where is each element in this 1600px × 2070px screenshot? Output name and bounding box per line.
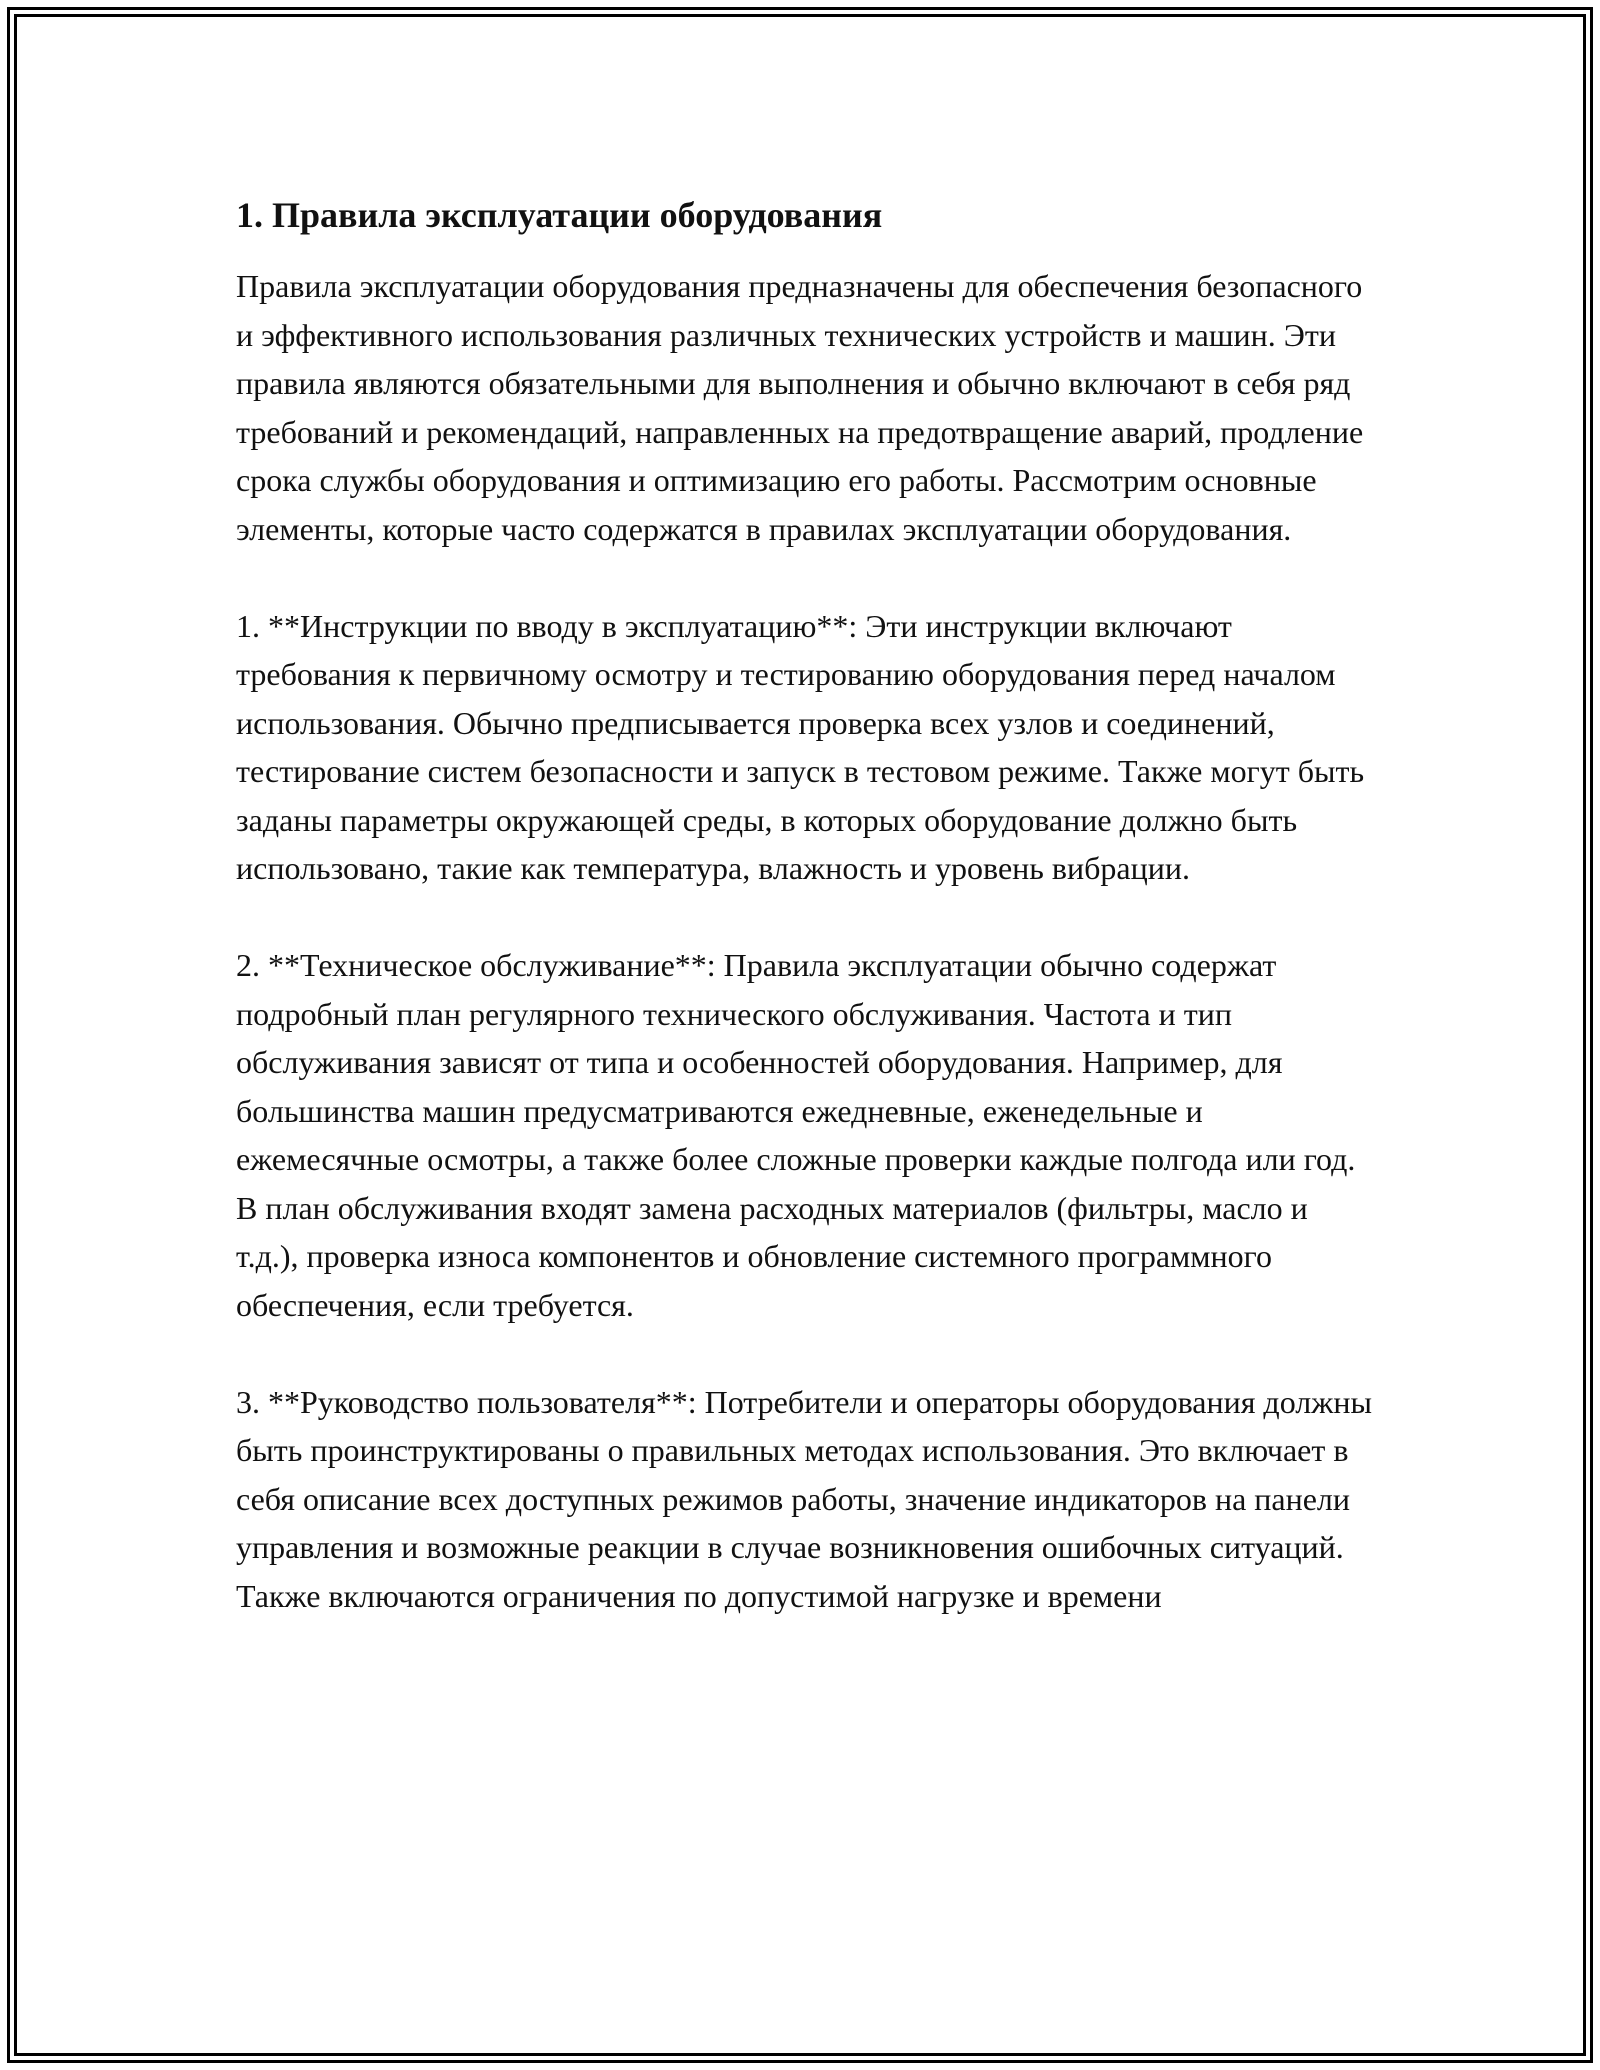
- list-item-maintenance: 2. **Техническое обслуживание**: Правила эксплуатации обычно содержат подробный план регулярного технического обслуживания. Частота и тип обслуживания зависят от типа и особенностей оборудования. Например, для большинства машин предусматриваются ежедневные, еженедельные и ежемесячные осмотры, а также более сложные проверки каждые полгода или год. В план обслуживания входят замена расходных материалов (фильтры, масло и т.д.), проверка износа компонентов и обновление системного программного обеспечения, если требуется.: [236, 947, 1356, 1323]
- section-title: 1. Правила эксплуатации оборудования: [236, 195, 883, 235]
- document-body: [236, 186, 1376, 1620]
- list-item-commissioning: 1. **Инструкции по вводу в эксплуатацию**: Эти инструкции включают требования к первичному осмотру и тестированию оборудования перед началом использования. Обычно предписывается проверка всех узлов и соединений, тестирование систем безопасности и запуск в тестовом режиме. Также могут быть заданы параметры окружающей среды, в которых оборудование должно быть использовано, такие как температура, влажность и уровень вибрации.: [236, 607, 1365, 886]
- list-item-user-guide: 3. **Руководство пользователя**: Потребители и операторы оборудования должны быть проинструктированы о правильных методах использования. Это включает в себя описание всех доступных режимов работы, значение индикаторов на панели управления и возможные реакции в случае возникновения ошибочных ситуаций. Также включаются ограничения по допустимой нагрузке и времени: [236, 1383, 1372, 1614]
- intro-paragraph: Правила эксплуатации оборудования предназначены для обеспечения безопасного и эффективного использования различных технических устройств и машин. Эти правила являются обязательными для выполнения и обычно включают в себя ряд требований и рекомендаций, направленных на предотвращение аварий, продление срока службы оборудования и оптимизацию его работы. Рассмотрим основные элементы, которые часто содержатся в правилах эксплуатации оборудования.: [236, 268, 1364, 547]
